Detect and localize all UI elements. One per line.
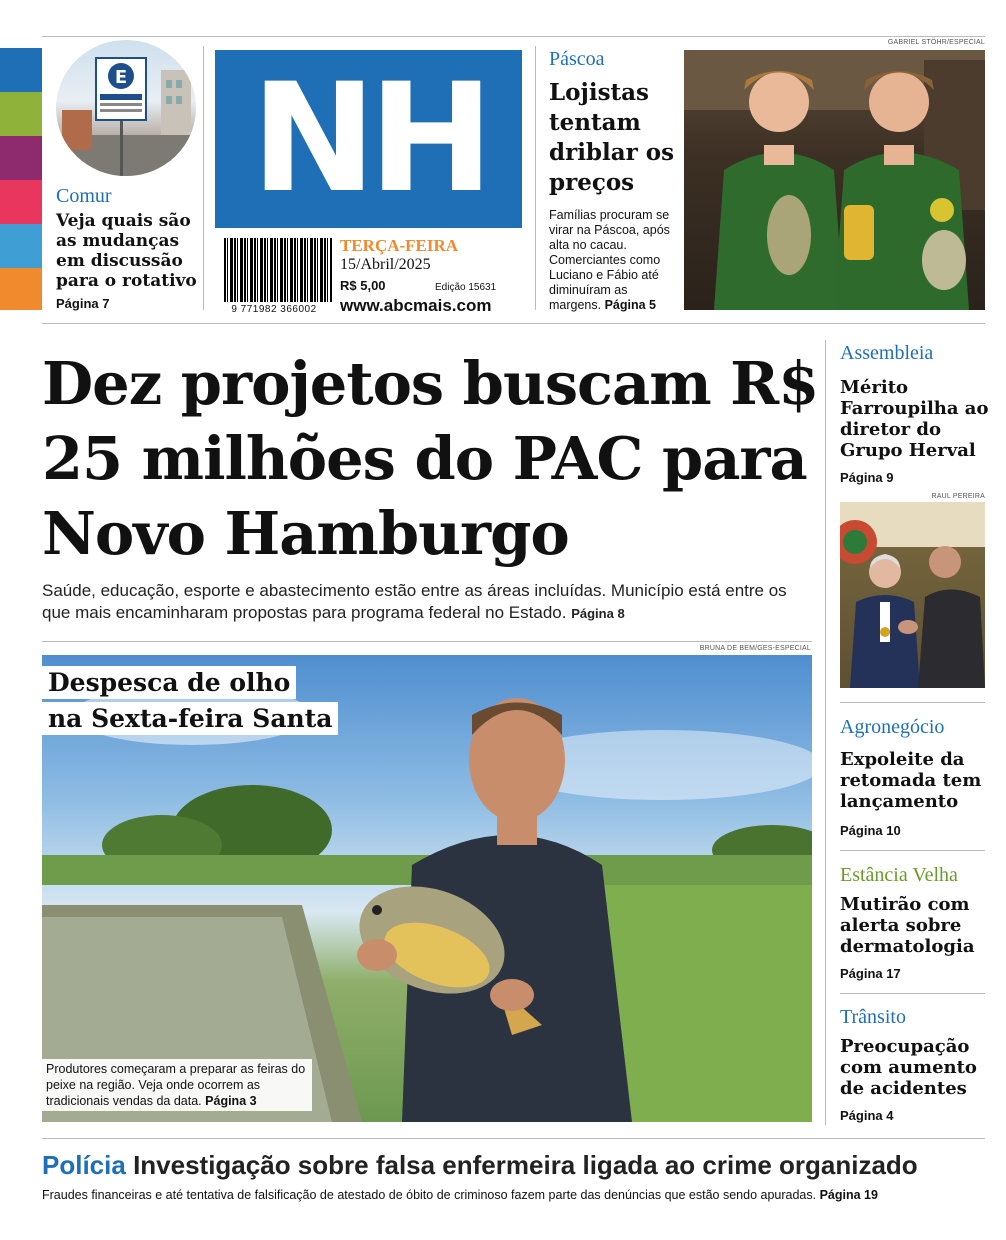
policia-headline: Investigação sobre falsa enfermeira ligada ao crime organizado: [133, 1150, 918, 1180]
pascoa-photo[interactable]: [684, 50, 985, 310]
estancia-kicker: Estância Velha: [840, 864, 958, 886]
feature-headline[interactable]: [42, 665, 338, 737]
feature-page[interactable]: Página 3: [205, 1094, 257, 1108]
masthead-day: TERÇA-FEIRA: [340, 236, 459, 255]
svg-text:E: E: [114, 67, 128, 88]
masthead-edition: Edição 15631: [435, 282, 497, 293]
masthead-website[interactable]: www.abcmais.com: [340, 296, 492, 315]
award-ceremony-photo-icon: [840, 502, 985, 688]
pascoa-headline[interactable]: Lojistas tentam driblar os preços: [549, 79, 675, 196]
parking-sign-icon: [56, 40, 196, 176]
pascoa-kicker: Páscoa: [549, 48, 605, 70]
assembleia-photo-credit: RAUL PEREIRA: [931, 493, 985, 500]
transito-page[interactable]: Página 4: [840, 1108, 894, 1123]
comur-kicker: Comur: [56, 185, 112, 207]
nh-logo[interactable]: NH: [215, 50, 522, 228]
main-subtext: Saúde, educação, esporte e abastecimento estão entre as áreas incluídas. Município está entre os que mais encaminharam propostas para programa federal no Estado. Página 8: [42, 581, 787, 622]
transito-kicker: Trânsito: [840, 1006, 906, 1028]
color-bar-purple: [0, 136, 42, 180]
comur-headline[interactable]: Veja quais são as mudanças em discussão para o rotativo: [56, 211, 197, 291]
estancia-headline[interactable]: Mutirão com alerta sobre dermatologia: [840, 894, 975, 957]
feature-photo-credit: BRUNA DE BEM/GES-ESPECIAL: [699, 645, 811, 652]
assembleia-kicker: Assembleia: [840, 342, 934, 364]
policia-kicker: Polícia: [42, 1150, 126, 1180]
policia-headline-row[interactable]: [42, 1150, 918, 1181]
masthead-date: 15/Abril/2025: [340, 256, 431, 273]
color-bar-blue: [0, 48, 42, 92]
main-page[interactable]: Página 8: [571, 606, 625, 621]
color-bar-green: [0, 92, 42, 136]
feature-headline-line2: na Sexta-feira Santa: [42, 702, 338, 735]
pascoa-page[interactable]: Página 5: [604, 298, 657, 312]
color-bar-orange: [0, 268, 42, 310]
agronegocio-headline[interactable]: Expoleite da retomada tem lançamento: [840, 749, 982, 812]
main-headline[interactable]: Dez projetos buscam R$ 25 milhões do PAC para Novo Hamburgo: [42, 349, 819, 568]
barcode: [224, 238, 332, 302]
transito-headline[interactable]: Preocupação com aumento de acidentes: [840, 1036, 977, 1099]
comur-photo[interactable]: [56, 40, 196, 176]
agronegocio-page[interactable]: Página 10: [840, 823, 901, 838]
feature-caption: Produtores começaram a preparar as feiras do peixe na região. Veja onde ocorrem as tradicionais vendas da data. Página 3: [42, 1059, 312, 1111]
estancia-page[interactable]: Página 17: [840, 966, 901, 981]
color-bar-pink: [0, 180, 42, 224]
pascoa-photo-credit: GABRIEL STÖHR/ESPECIAL: [887, 39, 985, 46]
comur-page[interactable]: Página 7: [56, 296, 110, 311]
policia-text: Fraudes financeiras e até tentativa de falsificação de atestado de óbito de criminoso fazem parte das denúncias que estão sendo apuradas. Página 19: [42, 1188, 878, 1202]
masthead-price: R$ 5,00: [340, 278, 386, 293]
barcode-number: 9 771982 366002: [231, 304, 317, 315]
assembleia-headline[interactable]: Mérito Farroupilha ao diretor do Grupo Herval: [840, 377, 989, 461]
feature-headline-line1: Despesca de olho: [42, 666, 296, 699]
assembleia-photo[interactable]: [840, 502, 985, 688]
assembleia-page[interactable]: Página 9: [840, 470, 894, 485]
shopkeepers-photo-icon: [684, 50, 985, 310]
policia-page[interactable]: Página 19: [819, 1188, 878, 1202]
agronegocio-kicker: Agronegócio: [840, 716, 945, 738]
pascoa-text: Famílias procuram se virar na Páscoa, após alta no cacau. Comerciantes como Luciano e Fábio até diminuíram as margens. Página 5: [549, 208, 670, 312]
color-bar-lightblue: [0, 224, 42, 268]
